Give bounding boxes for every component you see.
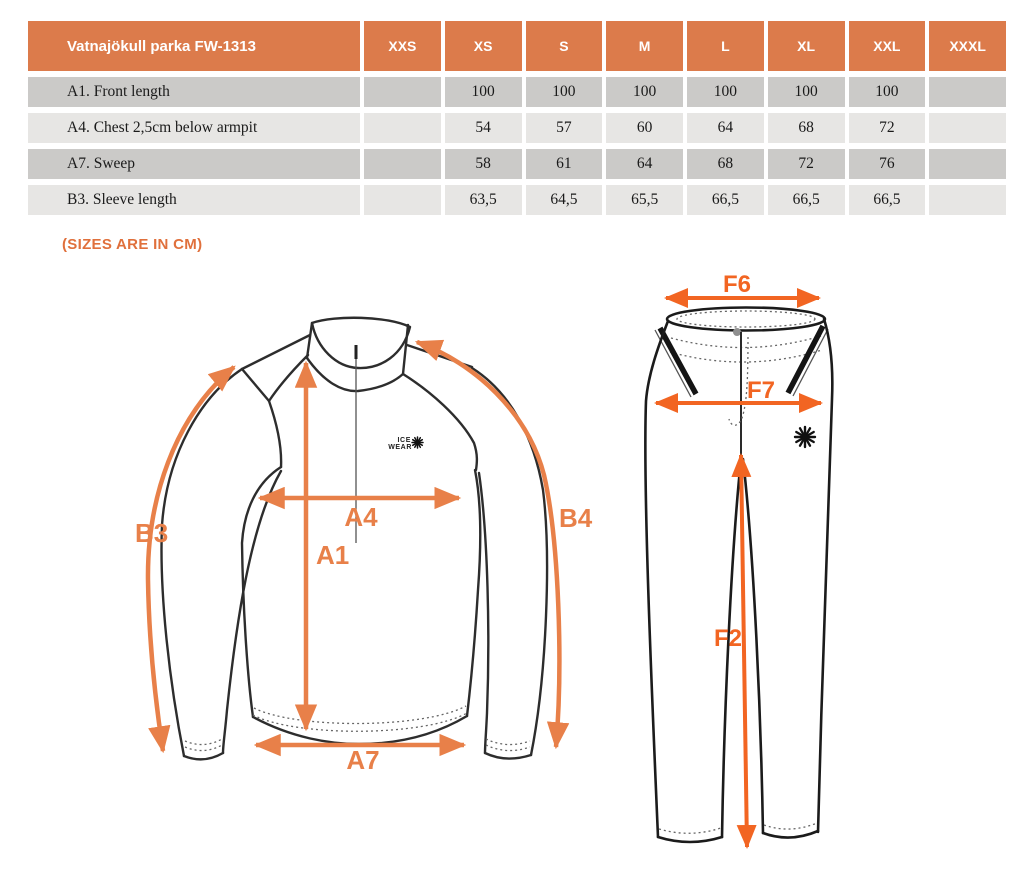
size-col-header: XXXL: [929, 21, 1006, 71]
table-cell: [929, 113, 1006, 143]
table-cell: 64: [687, 113, 764, 143]
logo-text-ice: ICE: [397, 437, 411, 444]
table-cell: [364, 113, 441, 143]
table-cell: 100: [687, 77, 764, 107]
table-cell: [364, 77, 441, 107]
label-a4: A4: [344, 502, 378, 532]
table-cell: 68: [687, 149, 764, 179]
label-b3: B3: [135, 518, 169, 548]
size-col-header: M: [606, 21, 683, 71]
logo-text-wear: WEAR: [388, 444, 412, 451]
table-cell: 100: [445, 77, 522, 107]
size-col-header: XS: [445, 21, 522, 71]
pocket-right: [788, 326, 828, 396]
table-cell: 68: [768, 113, 845, 143]
fly: [729, 332, 748, 459]
size-col-header: XL: [768, 21, 845, 71]
table-cell: 64: [606, 149, 683, 179]
logo-icewear: [388, 437, 423, 451]
table-cell: 100: [606, 77, 683, 107]
table-cell: 72: [849, 113, 926, 143]
label-a1: A1: [316, 540, 350, 570]
table-cell: 66,5: [768, 185, 845, 215]
row-label: A1. Front length: [28, 77, 360, 107]
label-a7: A7: [346, 745, 380, 775]
snowflake-icon: [412, 437, 423, 448]
table-cell: 64,5: [526, 185, 603, 215]
table-cell: [929, 185, 1006, 215]
table-cell: 66,5: [687, 185, 764, 215]
size-col-header: XXS: [364, 21, 441, 71]
table-cell: [364, 185, 441, 215]
snowflake-icon: [795, 427, 815, 447]
legs-outline: [645, 319, 832, 842]
table-cell: [364, 149, 441, 179]
sleeve-left: [162, 369, 281, 759]
label-f7: F7: [746, 377, 776, 404]
waist-button: [733, 328, 741, 336]
table-cell: 100: [849, 77, 926, 107]
table-cell: [929, 149, 1006, 179]
table-cell: 63,5: [445, 185, 522, 215]
row-label: A7. Sweep: [28, 149, 360, 179]
table-cell: 57: [526, 113, 603, 143]
size-col-header: XXL: [849, 21, 926, 71]
sleeve-right: [472, 368, 547, 759]
table-title: Vatnajökull parka FW-1313: [28, 21, 360, 71]
row-label: B3. Sleeve length: [28, 185, 360, 215]
label-b4: B4: [559, 503, 593, 533]
waistband: [667, 308, 825, 363]
size-chart-table: [28, 21, 1006, 215]
label-f6: F6: [722, 275, 752, 298]
row-label: A4. Chest 2,5cm below armpit: [28, 113, 360, 143]
pants-diagram: [620, 275, 1020, 875]
collar: [307, 318, 410, 391]
size-col-header: S: [526, 21, 603, 71]
table-cell: 66,5: [849, 185, 926, 215]
label-f2: F2: [713, 625, 742, 652]
table-cell: 61: [526, 149, 603, 179]
table-cell: 100: [768, 77, 845, 107]
table-cell: [929, 77, 1006, 107]
table-cell: 72: [768, 149, 845, 179]
table-cell: 58: [445, 149, 522, 179]
size-col-header: L: [687, 21, 764, 71]
table-cell: 76: [849, 149, 926, 179]
units-note: (SIZES ARE IN CM): [62, 236, 203, 253]
table-cell: 65,5: [606, 185, 683, 215]
shirt-diagram: [130, 285, 610, 785]
table-cell: 100: [526, 77, 603, 107]
table-cell: 60: [606, 113, 683, 143]
table-cell: 54: [445, 113, 522, 143]
